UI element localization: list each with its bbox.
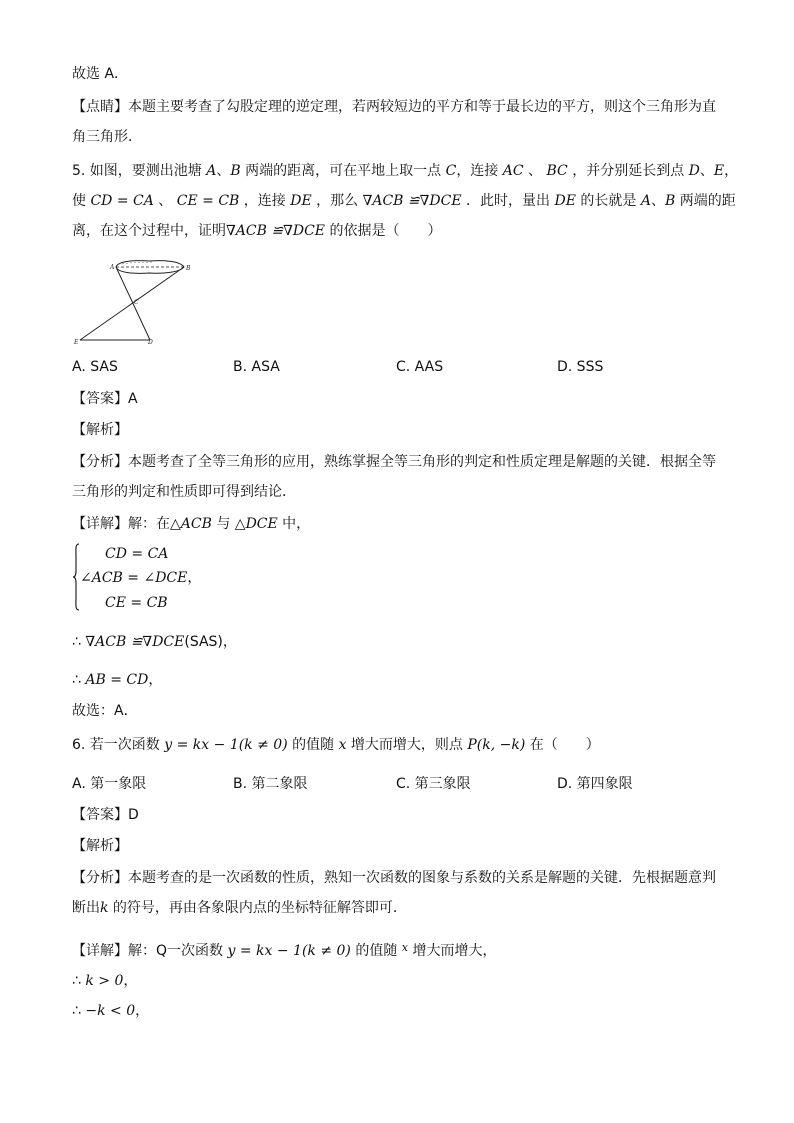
point-b: B: [230, 163, 241, 179]
segment-bc: BC: [546, 163, 568, 179]
q5-detail-text: 【详解】解：在: [72, 516, 170, 532]
q5-choose: 故选：A．: [72, 703, 138, 719]
q5-text: 、: [699, 163, 714, 179]
variable-k: k: [100, 900, 109, 916]
variable-x: x: [401, 941, 409, 954]
text-line-dianjing-1: 【点睛】本题主要考查了勾股定理的逆定理，若两较短边的平方和等于最长边的平方，则这个三角形为直: [72, 99, 716, 115]
q6-step-1: [72, 971, 137, 991]
segment-ad: [116, 267, 150, 340]
congruence-statement: ∇ACB ≌∇DCE: [362, 193, 462, 209]
q6-step-2: [72, 1001, 149, 1021]
q5-text: ，并分别延长到点: [567, 163, 689, 179]
q5-text: 、: [650, 193, 665, 209]
q6-option-d: D. 第四象限: [557, 776, 633, 792]
left-brace: [72, 543, 80, 611]
therefore-congruent: [72, 632, 237, 652]
q5-analysis-1: 【分析】本题考查了全等三角形的应用，熟练掌握全等三角形的判定和性质定理是解题的关键．根据全等: [72, 454, 716, 470]
system-row-1: CD = CA: [105, 546, 169, 562]
q5-text: ．此时，量出: [461, 193, 555, 209]
angle-equation: ∠ACB = ∠DCE: [80, 570, 188, 586]
q5-text: 使: [72, 193, 91, 209]
q6-analysis-text: 的符号，再由各象限内点的坐标特征解答即可．: [108, 900, 407, 916]
congruence-statement: ∇ACB ≌∇DCE: [226, 223, 325, 239]
triangle-dce: △DCE: [234, 516, 278, 532]
system-row-3: CE = CB: [105, 595, 168, 611]
equation-cd-ca: CD = CA: [90, 193, 154, 209]
text-line-dianjing-2: 角三角形．: [72, 129, 142, 145]
label-e: E: [74, 339, 79, 346]
q5-option-a: A. SAS: [72, 359, 118, 375]
comma: ，: [222, 634, 237, 650]
therefore-ab-cd: [72, 670, 162, 690]
q6-analysis-text: 断出: [72, 900, 100, 916]
q5-text: 两端的距离，可在平地上取一点: [240, 163, 446, 179]
q5-option-d: D. SSS: [557, 359, 604, 375]
q5-text: ，连接: [239, 193, 291, 209]
point-e: E: [713, 163, 725, 179]
segment-be: [80, 267, 184, 340]
q5-text: 的长就是: [575, 193, 641, 209]
q5-analysis-2: 三角形的判定和性质即可得到结论．: [72, 484, 296, 500]
point-a: A: [640, 193, 651, 209]
q5-text: 、: [153, 193, 177, 209]
q6-analysis-2: [72, 898, 407, 918]
system-comma: ，: [187, 570, 202, 586]
q6-detail-text: 增大而增大，: [408, 943, 497, 959]
variable-x: x: [338, 737, 347, 753]
q6-text: 增大而增大，则点: [346, 737, 468, 753]
segment-de: DE: [290, 193, 312, 209]
q6-option-b: B. 第二象限: [233, 776, 308, 792]
linear-function: y = kx − 1(k ≠ 0): [227, 943, 351, 959]
comma: ，: [123, 973, 138, 989]
point-a: A: [206, 163, 217, 179]
q5-detail-text: 中，: [277, 516, 311, 532]
q5-text: 、: [216, 163, 231, 179]
segment-ac: AC: [502, 163, 524, 179]
triangle-acb: △ACB: [170, 516, 212, 532]
point-b: B: [664, 193, 676, 209]
q6-option-a: A. 第一象限: [72, 776, 147, 792]
q6-option-c: C. 第三象限: [396, 776, 471, 792]
equation-ab-cd: AB = CD: [85, 672, 149, 688]
equation-ce-cb: CE = CB: [176, 193, 240, 209]
point-p: P(k, −k): [467, 737, 526, 753]
comma: ，: [135, 1003, 150, 1019]
point-c: C: [445, 163, 457, 179]
label-d: D: [148, 339, 153, 346]
q6-answer: 【答案】D: [72, 807, 139, 823]
q6-detail: [72, 938, 496, 961]
q5-text: 、: [523, 163, 547, 179]
segment-de: DE: [554, 193, 576, 209]
comma: ，: [148, 672, 163, 688]
q5-text: ，: [724, 163, 739, 179]
label-c: C: [134, 299, 139, 306]
q5-option-c: C. AAS: [396, 359, 444, 375]
question-5-line-1: [72, 161, 738, 181]
q5-text: ，连接: [456, 163, 503, 179]
therefore-symbol: ∴: [72, 1003, 86, 1019]
q6-text: 6. 若一次函数: [72, 737, 165, 753]
q5-detail: [72, 514, 310, 534]
congruence-reason: (SAS): [184, 634, 223, 650]
q6-detail-text: 【详解】解：: [72, 943, 156, 959]
q6-text: 在（ ）: [525, 737, 600, 753]
q5-option-b: B. ASA: [233, 359, 280, 375]
q6-detail-text: 一次函数: [167, 943, 228, 959]
q6-analysis-1: 【分析】本题考查的是一次函数的性质，熟知一次函数的图象与系数的关系是解题的关键．先根据题意判: [72, 870, 716, 886]
therefore-symbol: ∴: [72, 672, 86, 688]
q5-answer: 【答案】A: [72, 391, 138, 407]
q6-jiexi: 【解析】: [72, 838, 128, 854]
q5-text: ，那么: [311, 193, 363, 209]
q5-text: 离，在这个过程中，证明: [72, 223, 226, 239]
because-symbol: Q: [156, 943, 168, 959]
q6-text: 的值随: [287, 737, 339, 753]
question-5-line-2: [72, 191, 736, 211]
point-d: D: [688, 163, 700, 179]
therefore-symbol: ∴: [72, 973, 86, 989]
question-5-line-3: [72, 221, 441, 241]
label-b: B: [186, 265, 191, 272]
text-line-choose-a: 故选 A．: [72, 66, 129, 82]
inequality-neg-k-negative: −k < 0: [85, 1003, 136, 1019]
q6-detail-text: 的值随: [350, 943, 402, 959]
question-6: [72, 735, 600, 755]
q5-detail-text: 与: [211, 516, 235, 532]
pond-triangle-figure: [72, 258, 197, 350]
linear-function: y = kx − 1(k ≠ 0): [164, 737, 288, 753]
system-row-2: [80, 568, 201, 588]
q5-text: 的依据是（ ）: [325, 223, 442, 239]
pond-ripple: [122, 262, 152, 264]
label-a: A: [110, 264, 115, 271]
q5-text: 两端的距: [675, 193, 736, 209]
q5-text: 5. 如图，要测出池塘: [72, 163, 207, 179]
inequality-k-positive: k > 0: [85, 973, 124, 989]
therefore-symbol: ∴: [72, 634, 86, 650]
q5-jiexi: 【解析】: [72, 422, 128, 438]
congruence-statement: ∇ACB ≌∇DCE: [85, 634, 185, 650]
